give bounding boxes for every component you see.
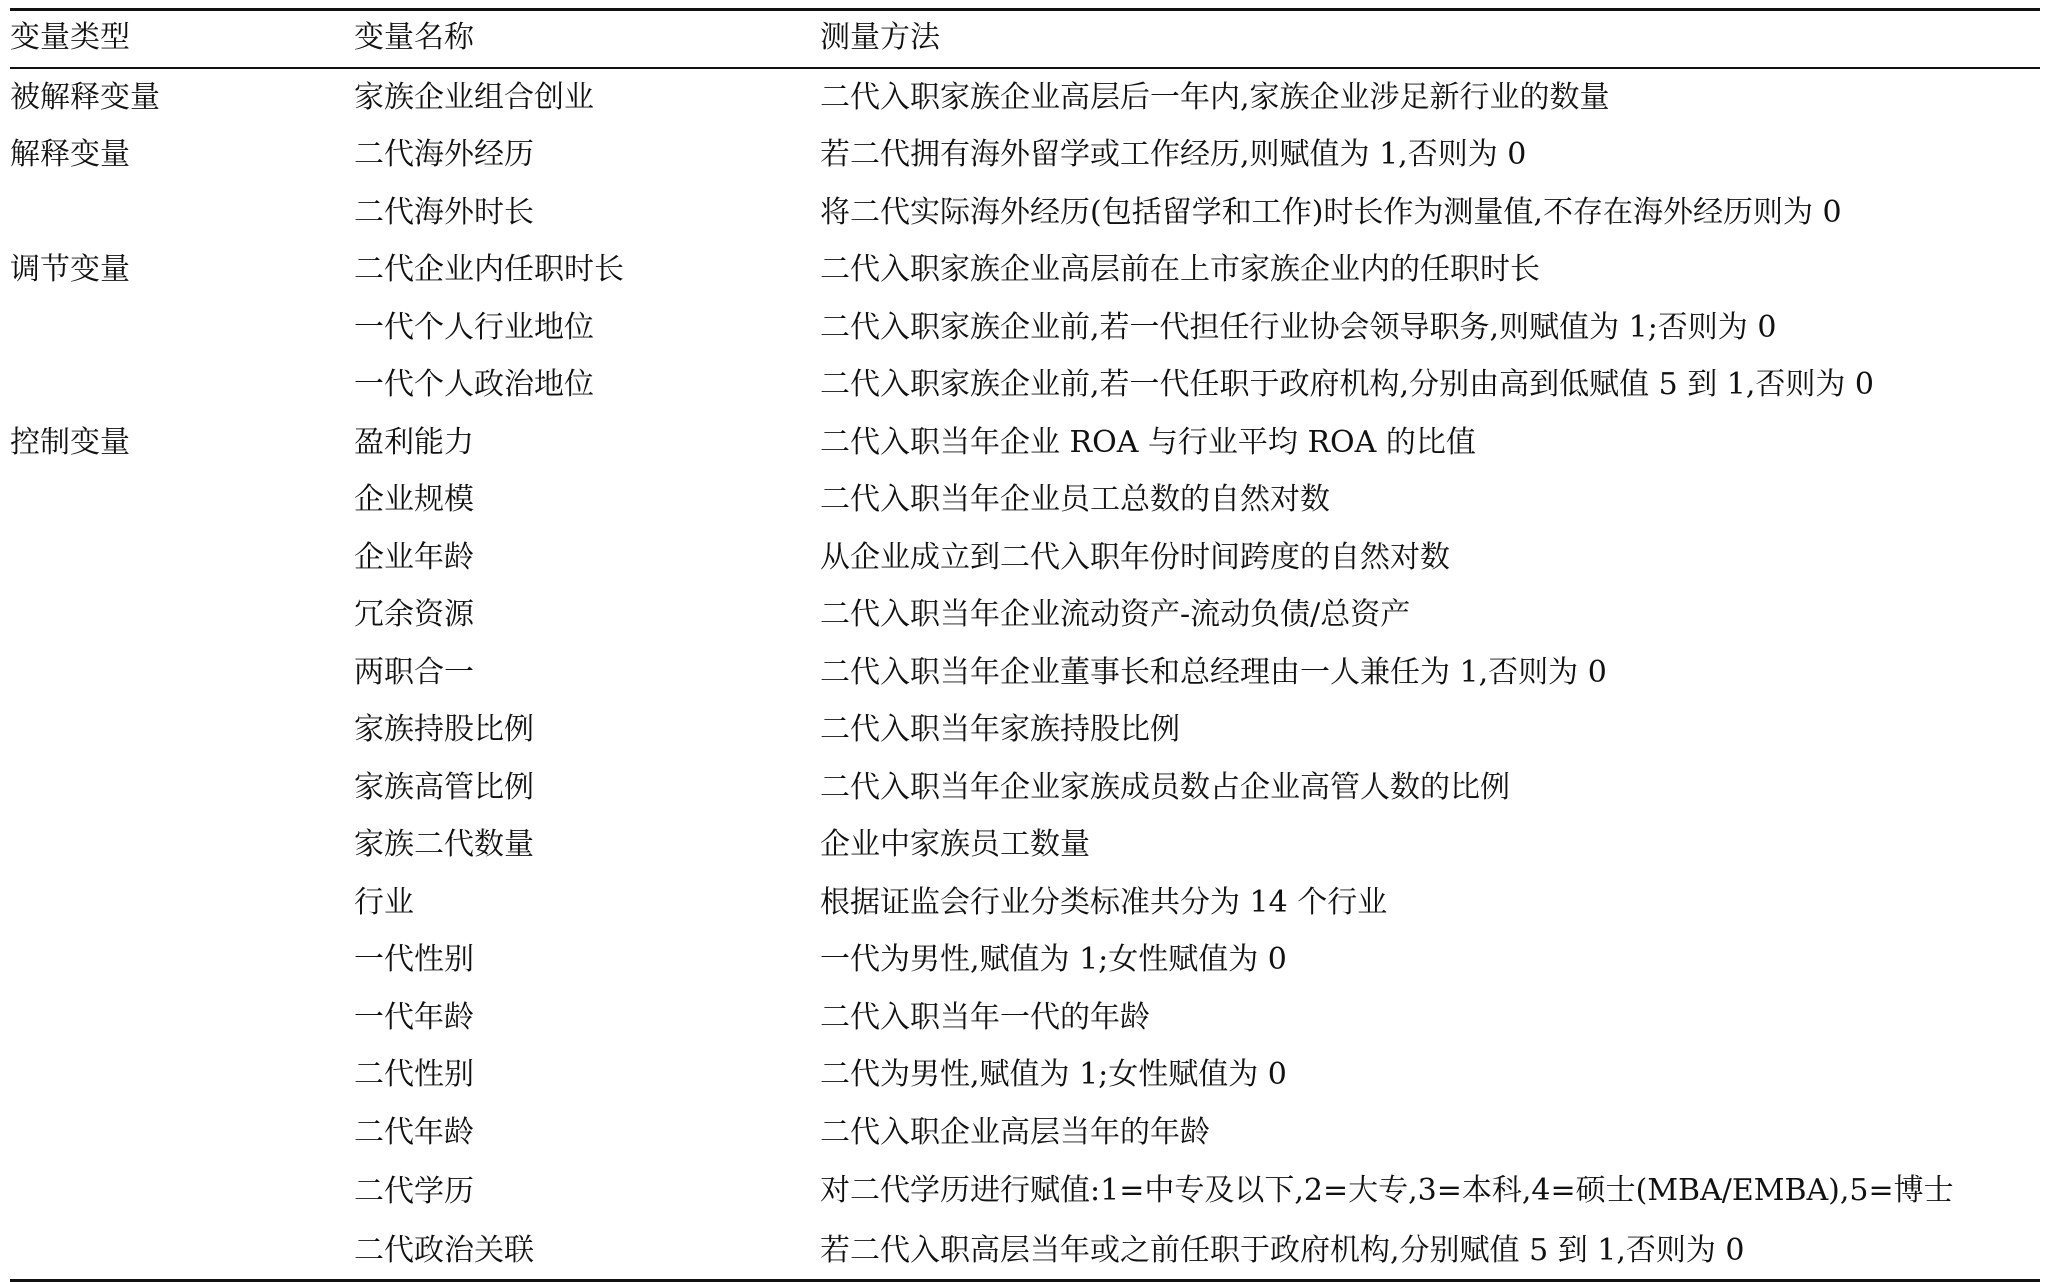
table-row <box>10 586 2040 644</box>
cell-measurement-method: 二代入职当年企业董事长和总经理由一人兼任为 1,否则为 0 <box>820 654 1607 690</box>
cell-variable-name: 家族持股比例 <box>354 712 534 747</box>
table-row <box>10 644 2040 702</box>
cell-variable-name: 二代企业内任职时长 <box>354 252 624 287</box>
table-row <box>10 184 2040 242</box>
cell-variable-type <box>10 586 354 644</box>
cell-measurement-method: 根据证监会行业分类标准共分为 14 个行业 <box>820 884 1388 920</box>
cell-variable-name: 冗余资源 <box>354 597 474 632</box>
cell-measurement-method: 二代入职家族企业前,若一代任职于政府机构,分别由高到低赋值 5 到 1,否则为 0 <box>820 367 1875 402</box>
cell-variable-name: 一代性别 <box>354 942 474 977</box>
cell-variable-name: 二代海外经历 <box>354 137 534 172</box>
cell-variable-type: 解释变量 <box>10 137 130 172</box>
variable-table-container <box>10 8 2040 1282</box>
cell-variable-type: 控制变量 <box>10 424 130 460</box>
table-header <box>10 10 2040 68</box>
cell-variable-name: 家族高管比例 <box>354 769 534 805</box>
cell-variable-name: 两职合一 <box>354 654 474 690</box>
cell-variable-type <box>10 471 354 529</box>
cell-variable-type <box>10 816 354 874</box>
table-row <box>10 874 2040 932</box>
cell-measurement-method: 从企业成立到二代入职年份时间跨度的自然对数 <box>820 539 1450 575</box>
table-row <box>10 1046 2040 1104</box>
table-body <box>10 68 2040 1281</box>
cell-variable-name: 企业规模 <box>354 482 474 517</box>
cell-measurement-method: 将二代实际海外经历(包括留学和工作)时长作为测量值,不存在海外经历则为 0 <box>820 194 1842 230</box>
cell-variable-name: 二代年龄 <box>354 1114 474 1150</box>
table-row <box>10 356 2040 414</box>
table-row <box>10 816 2040 874</box>
header-measurement-method: 测量方法 <box>820 20 940 55</box>
cell-variable-name: 盈利能力 <box>354 424 474 460</box>
cell-variable-name: 企业年龄 <box>354 539 474 575</box>
header-variable-type: 变量类型 <box>10 20 130 55</box>
cell-variable-name: 二代政治关联 <box>354 1232 534 1268</box>
cell-variable-type <box>10 529 354 587</box>
cell-measurement-method: 对二代学历进行赋值:1=中专及以下,2=大专,3=本科,4=硕士(MBA/EMBA),5=博士 <box>820 1173 1954 1208</box>
cell-variable-name: 家族企业组合创业 <box>354 79 594 115</box>
cell-measurement-method: 二代入职企业高层当年的年龄 <box>820 1114 1210 1150</box>
cell-variable-name: 二代海外时长 <box>354 194 534 230</box>
table-row <box>10 414 2040 472</box>
cell-measurement-method: 二代入职当年企业家族成员数占企业高管人数的比例 <box>820 769 1510 805</box>
cell-variable-type <box>10 989 354 1047</box>
cell-measurement-method: 二代入职当年企业 ROA 与行业平均 ROA 的比值 <box>820 424 1476 460</box>
table-row <box>10 1222 2040 1281</box>
cell-variable-name: 二代学历 <box>354 1173 474 1209</box>
cell-variable-name: 二代性别 <box>354 1057 474 1092</box>
cell-variable-name: 行业 <box>354 884 414 920</box>
cell-variable-type <box>10 931 354 989</box>
cell-variable-type: 调节变量 <box>10 252 130 287</box>
cell-measurement-method: 二代为男性,赋值为 1;女性赋值为 0 <box>820 1057 1287 1092</box>
cell-variable-type <box>10 356 354 414</box>
table-row <box>10 701 2040 759</box>
table-row <box>10 1161 2040 1222</box>
cell-measurement-method: 若二代入职高层当年或之前任职于政府机构,分别赋值 5 到 1,否则为 0 <box>820 1232 1745 1268</box>
cell-variable-name: 家族二代数量 <box>354 827 534 862</box>
cell-variable-type <box>10 1161 354 1222</box>
header-variable-name: 变量名称 <box>354 20 474 55</box>
cell-measurement-method: 企业中家族员工数量 <box>820 827 1090 862</box>
cell-measurement-method: 二代入职家族企业前,若一代担任行业协会领导职务,则赋值为 1;否则为 0 <box>820 309 1777 345</box>
cell-measurement-method: 二代入职家族企业高层后一年内,家族企业涉足新行业的数量 <box>820 79 1610 115</box>
table-row <box>10 759 2040 817</box>
cell-measurement-method: 二代入职家族企业高层前在上市家族企业内的任职时长 <box>820 252 1540 287</box>
variable-definition-table <box>10 8 2040 1282</box>
cell-measurement-method: 二代入职当年一代的年龄 <box>820 999 1150 1035</box>
cell-measurement-method: 若二代拥有海外留学或工作经历,则赋值为 1,否则为 0 <box>820 137 1527 172</box>
cell-variable-type <box>10 644 354 702</box>
cell-variable-type <box>10 1104 354 1162</box>
cell-variable-name: 一代个人政治地位 <box>354 367 594 402</box>
cell-measurement-method: 二代入职当年企业流动资产-流动负债/总资产 <box>820 597 1411 632</box>
cell-variable-type <box>10 1046 354 1104</box>
cell-variable-type <box>10 299 354 357</box>
cell-variable-type <box>10 701 354 759</box>
cell-variable-type <box>10 184 354 242</box>
table-row <box>10 241 2040 299</box>
table-row <box>10 1104 2040 1162</box>
cell-variable-type <box>10 874 354 932</box>
table-row <box>10 931 2040 989</box>
header-row <box>10 10 2040 68</box>
cell-measurement-method: 二代入职当年家族持股比例 <box>820 712 1180 747</box>
table-row <box>10 126 2040 184</box>
table-row <box>10 989 2040 1047</box>
cell-variable-type <box>10 759 354 817</box>
cell-variable-type: 被解释变量 <box>10 79 160 115</box>
cell-measurement-method: 二代入职当年企业员工总数的自然对数 <box>820 482 1330 517</box>
cell-variable-name: 一代个人行业地位 <box>354 309 594 345</box>
cell-variable-type <box>10 1222 354 1281</box>
table-row <box>10 529 2040 587</box>
cell-measurement-method: 一代为男性,赋值为 1;女性赋值为 0 <box>820 942 1287 977</box>
cell-variable-name: 一代年龄 <box>354 999 474 1035</box>
table-row <box>10 68 2040 127</box>
table-row <box>10 471 2040 529</box>
table-row <box>10 299 2040 357</box>
